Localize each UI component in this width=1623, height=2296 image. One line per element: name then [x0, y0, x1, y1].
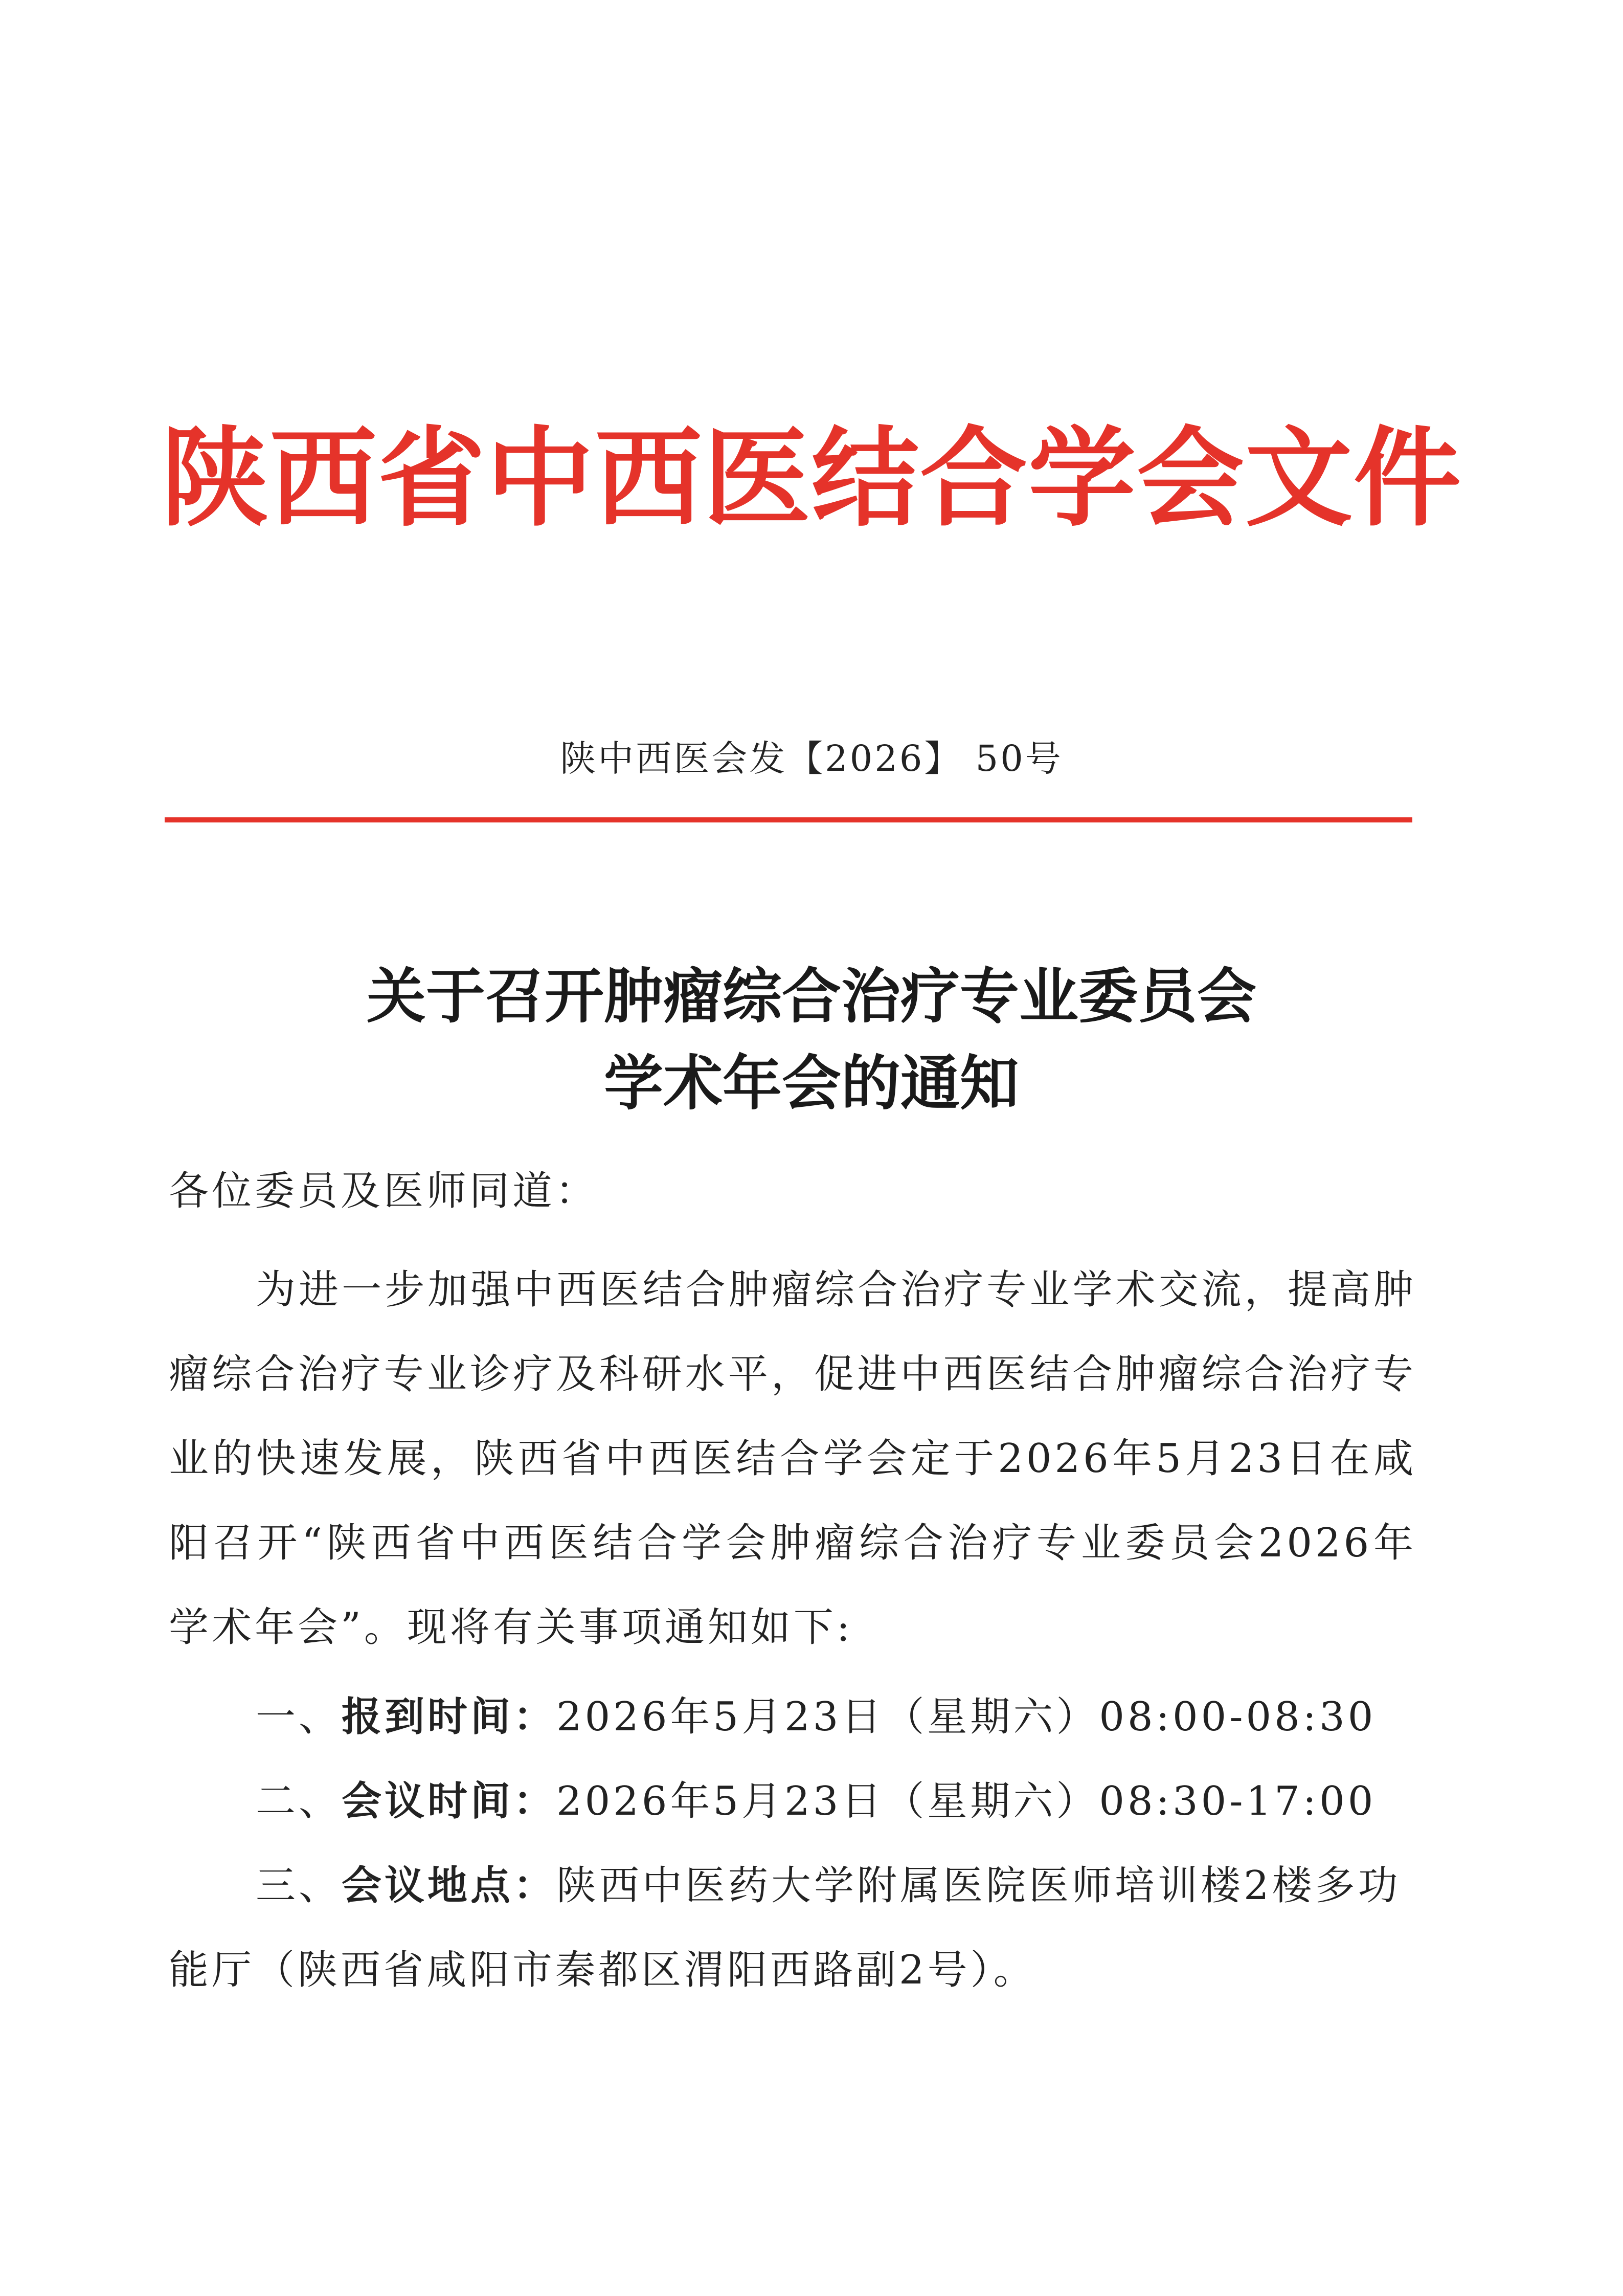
item-value: 陕西中医药大学附属医院医师培训楼2楼多功能厅（陕西省咸阳市秦都区渭阳西路副2号）。	[169, 1863, 1401, 1993]
document-number: 陕中西医会发【2026】 50号	[560, 738, 1063, 779]
item-index: 二、	[256, 1778, 342, 1824]
notice-title-line-1: 关于召开肿瘤综合治疗专业委员会	[367, 962, 1256, 1031]
notice-item-checkin-time	[169, 1675, 1416, 1759]
item-label: 报到时间：	[342, 1694, 557, 1740]
item-label: 会议地点：	[342, 1863, 557, 1909]
item-value: 2026年5月23日（星期六）08:00-08:30	[556, 1694, 1377, 1740]
salutation: 各位委员及医师同道：	[169, 1168, 599, 1214]
item-value: 2026年5月23日（星期六）08:30-17:00	[556, 1778, 1377, 1824]
notice-item-meeting-location	[169, 1844, 1416, 2013]
notice-item-meeting-time	[169, 1759, 1416, 1844]
item-index: 三、	[256, 1863, 342, 1909]
item-index: 一、	[256, 1694, 342, 1740]
item-label: 会议时间：	[342, 1778, 557, 1824]
header-red-rule	[165, 817, 1412, 822]
org-header-title: 陕西省中西医结合学会文件	[161, 415, 1462, 541]
notice-title-line-2: 学术年会的通知	[604, 1049, 1019, 1118]
intro-paragraph: 为进一步加强中西医结合肿瘤综合治疗专业学术交流，提高肿瘤综合治疗专业诊疗及科研水平，促进中西医结合肿瘤综合治疗专业的快速发展，陕西省中西医结合学会定于2026年5月23日在咸阳召开“陕西省中西医结合学会肿瘤综合治疗专业委员会2026年学术年会”。现将有关事项通知如下:	[169, 1267, 1416, 1651]
